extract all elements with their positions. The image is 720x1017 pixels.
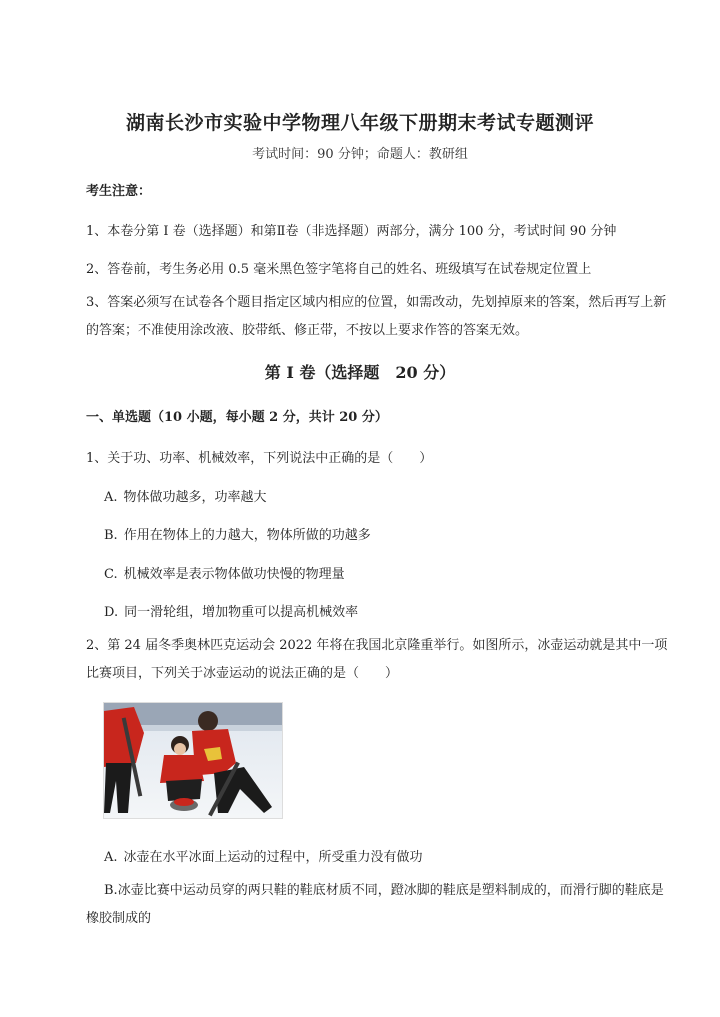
option-text: 作用在物体上的力越大，物体所做的功越多 (123, 528, 371, 543)
question-2-option-b (86, 877, 676, 933)
question-1-option-d (104, 601, 358, 620)
option-letter: A. (104, 490, 118, 505)
question-2-option-a (104, 846, 423, 865)
question-1-option-b (104, 524, 371, 543)
option-letter: A. (104, 850, 118, 865)
notice-heading: 考生注意： (86, 184, 152, 199)
curling-photo-illustration (104, 703, 282, 818)
part-heading: 一、单选题（10 小题，每小题 2 分，共计 20 分） (86, 410, 388, 425)
notice-item-1: 1、本卷分第 I 卷（选择题）和第Ⅱ卷（非选择题）两部分，满分 100 分，考试时间 90 分钟 (86, 224, 617, 239)
option-letter: C. (104, 567, 118, 582)
option-text: 冰壶比赛中运动员穿的两只鞋的鞋底材质不同，蹬冰脚的鞋底是塑料制成的，而滑行脚的鞋底是橡胶制成的 (86, 883, 664, 926)
section-title: 第 I 卷（选择题 20 分） (264, 363, 456, 382)
question-2-stem: 2、第 24 届冬季奥林匹克运动会 2022 年将在我国北京隆重举行。如图所示，冰壶运动就是其中一项比赛项目，下列关于冰壶运动的说法正确的是（ ） (86, 638, 668, 681)
option-letter: B. (104, 528, 118, 543)
exam-subtitle: 考试时间：90 分钟；命题人：教研组 (252, 147, 468, 162)
option-text: 机械效率是表示物体做功快慢的物理量 (123, 567, 345, 582)
curling-photo (103, 702, 283, 819)
notice-item-2: 2、答卷前，考生务必用 0.5 毫米黑色签字笔将自己的姓名、班级填写在试卷规定位置上 (86, 262, 592, 277)
option-text: 冰壶在水平冰面上运动的过程中，所受重力没有做功 (123, 850, 423, 865)
question-1-stem: 1、关于功、功率、机械效率，下列说法中正确的是（ ） (86, 451, 433, 466)
option-letter: D. (104, 605, 119, 620)
option-text: 物体做功越多，功率越大 (123, 490, 267, 505)
option-text: 同一滑轮组，增加物重可以提高机械效率 (124, 605, 359, 620)
question-1-option-a (104, 486, 267, 505)
option-letter: B. (104, 883, 118, 898)
question-1-option-c (104, 563, 345, 582)
exam-title: 湖南长沙市实验中学物理八年级下册期末考试专题测评 (125, 112, 594, 134)
notice-item-3: 3、答案必须写在试卷各个题目指定区域内相应的位置，如需改动，先划掉原来的答案，然后再写上新的答案；不准使用涂改液、胶带纸、修正带，不按以上要求作答的答案无效。 (86, 295, 667, 338)
